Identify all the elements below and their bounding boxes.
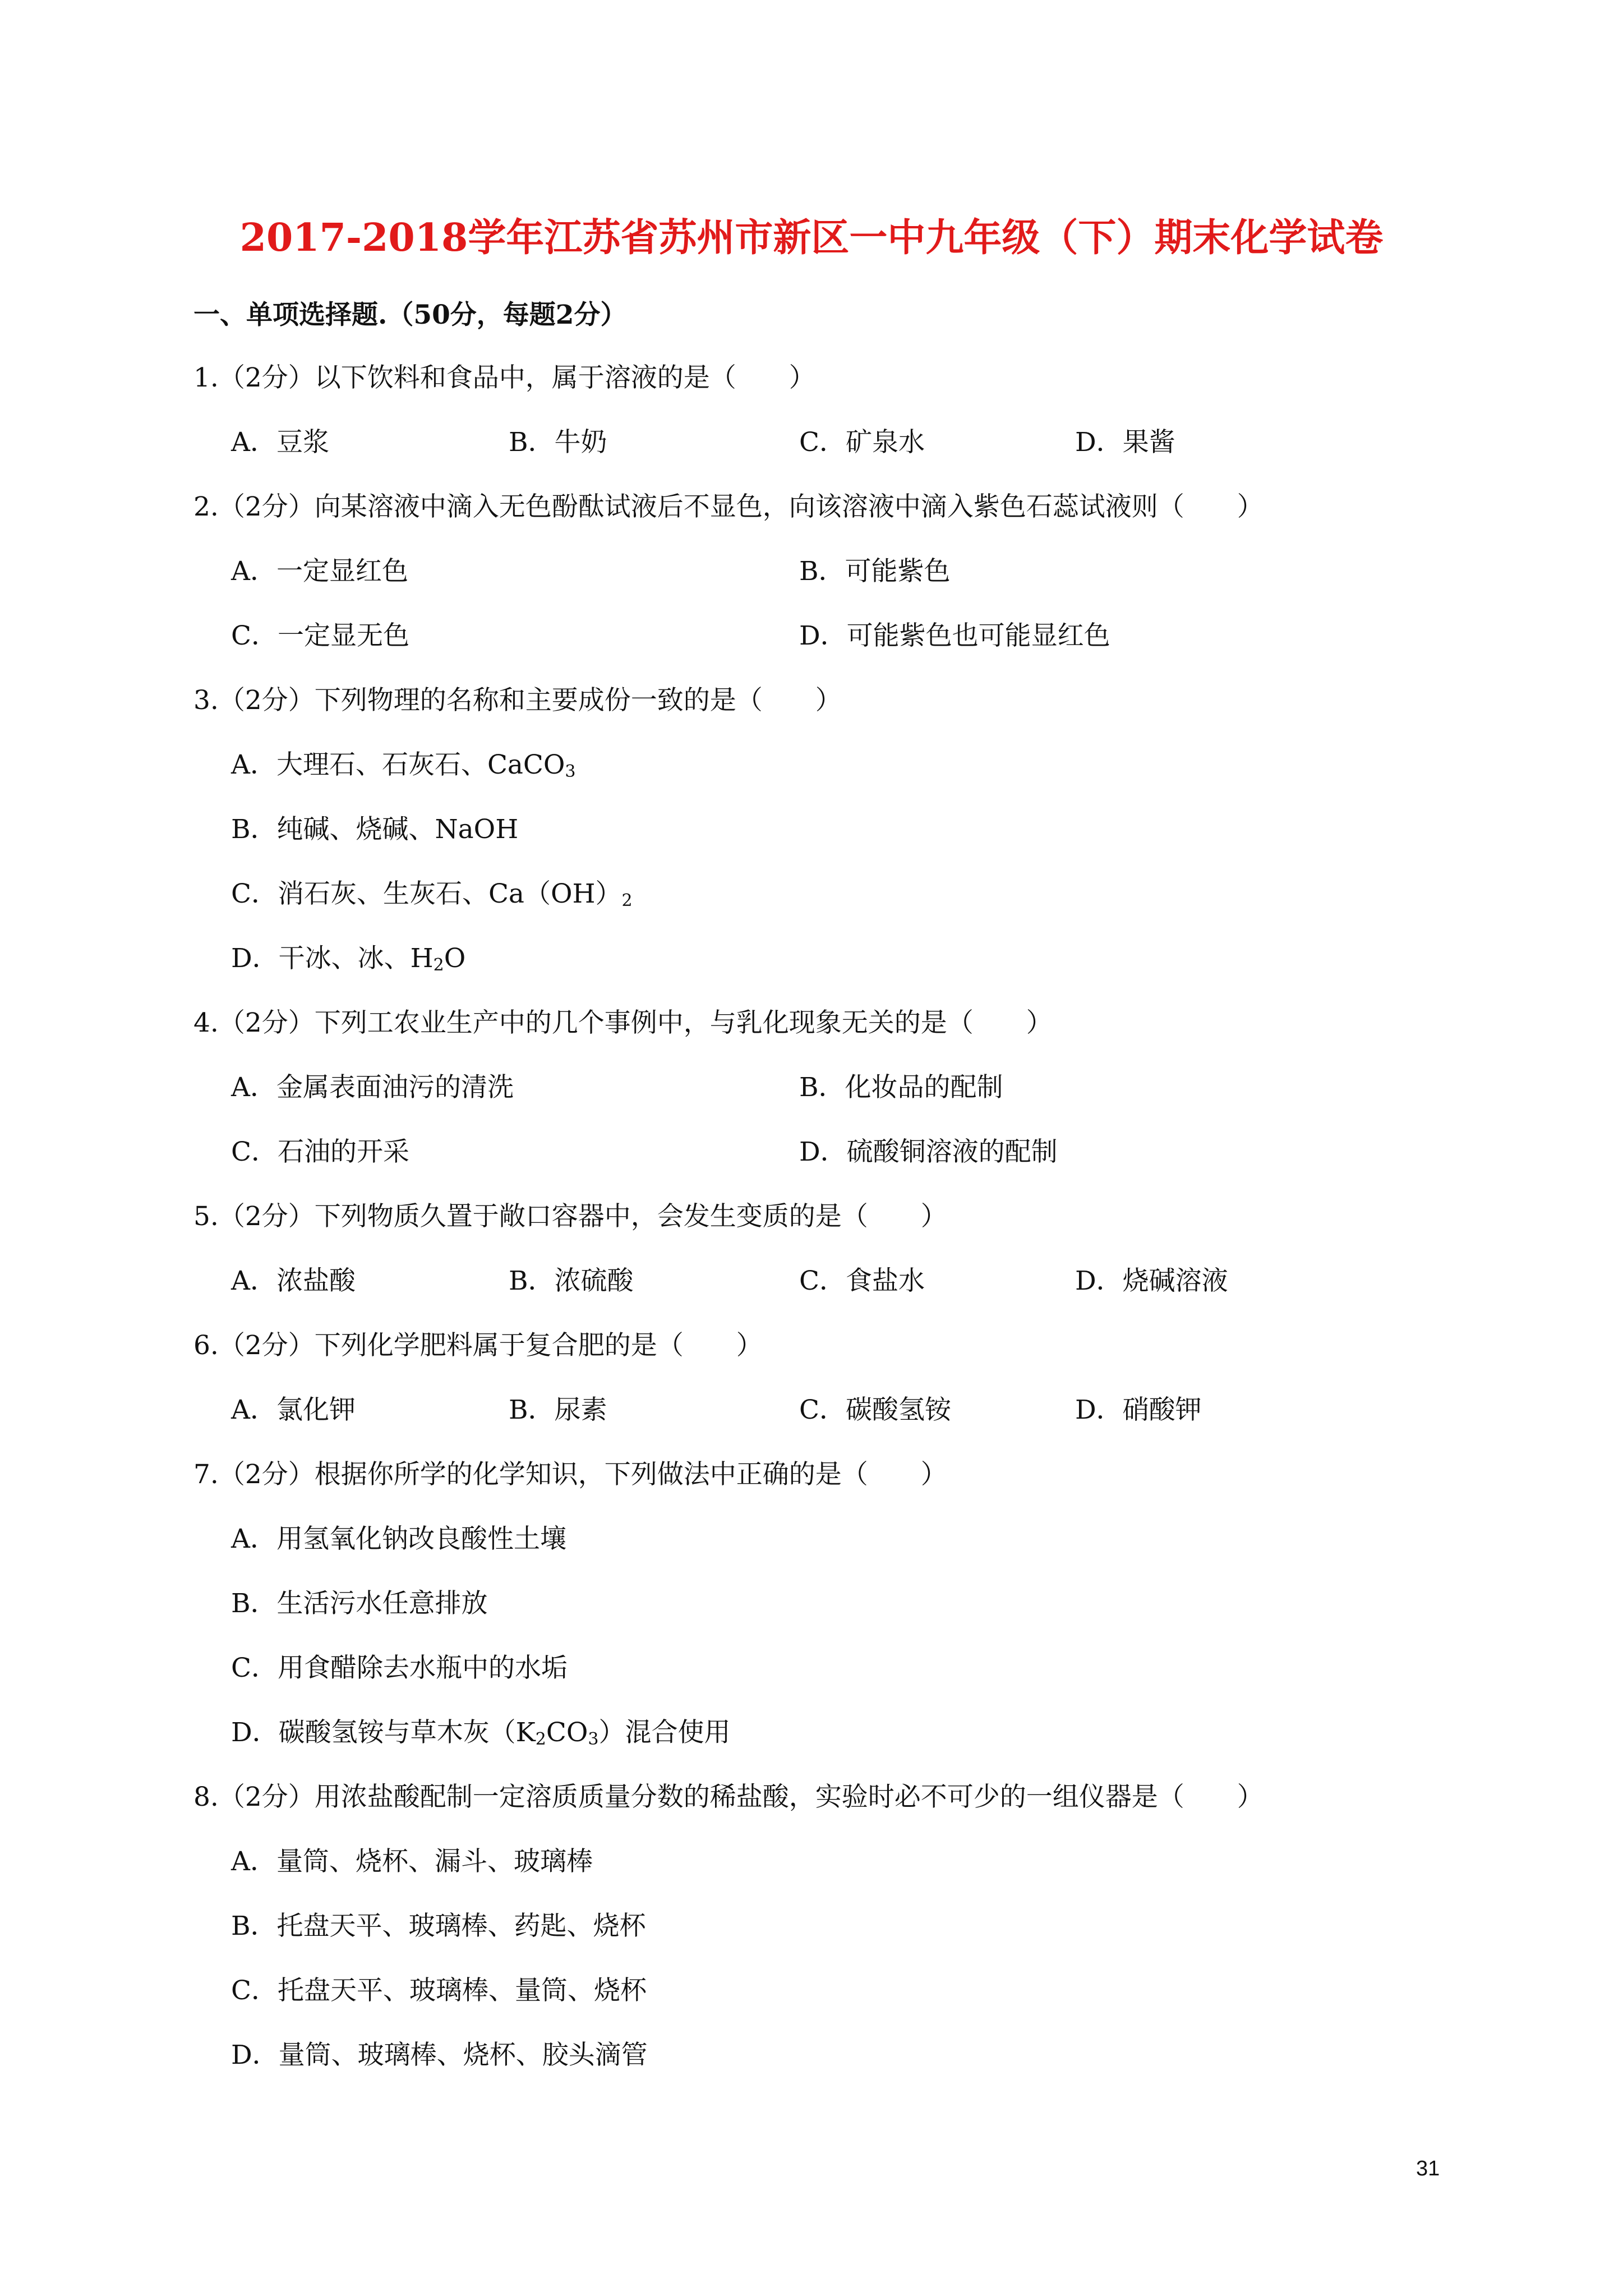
q3-option-a-text: A．大理石、石灰石、CaCO: [231, 749, 565, 780]
q1-option-a: A．豆浆: [231, 427, 329, 458]
q1-option-b: B．牛奶: [509, 427, 607, 458]
q5-option-a: A．浓盐酸: [231, 1266, 356, 1296]
q7-option-d-post: ）混合使用: [598, 1717, 731, 1748]
q6-option-d: D．硝酸钾: [1075, 1395, 1202, 1425]
q1-option-d: D．果酱: [1075, 427, 1175, 458]
q1-option-c: C．矿泉水: [799, 427, 925, 458]
q2-option-b: B．可能紫色: [799, 556, 951, 587]
q7-option-d: [231, 1717, 731, 1749]
q7-option-d-pre: D．碳酸氢铵与草木灰（K: [231, 1717, 536, 1748]
q7-option-b: B．生活污水任意排放: [231, 1588, 488, 1619]
question-6-stem: 6.（2分）下列化学肥料属于复合肥的是（ ）: [193, 1330, 763, 1361]
q3-option-d-tail: O: [444, 943, 466, 974]
q7-option-d-sub2: 3: [588, 1729, 599, 1749]
q4-option-b: B．化妆品的配制: [799, 1072, 1003, 1103]
q8-option-b: B．托盘天平、玻璃棒、药匙、烧杯: [231, 1911, 646, 1941]
q8-option-d: D．量筒、玻璃棒、烧杯、胶头滴管: [231, 2040, 648, 2070]
q2-option-d: D．可能紫色也可能显红色: [799, 620, 1110, 651]
q3-option-a: [231, 749, 576, 781]
q4-option-c: C．石油的开采: [231, 1137, 409, 1167]
question-2-stem: 2.（2分）向某溶液中滴入无色酚酞试液后不显色，向该溶液中滴入紫色石蕊试液则（ ）: [193, 491, 1264, 522]
q5-option-c: C．食盐水: [799, 1266, 925, 1296]
q3-option-c-subscript: 2: [621, 891, 633, 910]
q8-option-a: A．量筒、烧杯、漏斗、玻璃棒: [231, 1846, 593, 1877]
question-1-stem: 1.（2分）以下饮料和食品中，属于溶液的是（ ）: [193, 362, 815, 393]
question-8-stem: 8.（2分）用浓盐酸配制一定溶质质量分数的稀盐酸，实验时必不可少的一组仪器是（ ）: [193, 1782, 1264, 1812]
q7-option-d-sub1: 2: [535, 1729, 546, 1749]
q4-option-d: D．硫酸铜溶液的配制: [799, 1137, 1058, 1167]
question-7-stem: 7.（2分）根据你所学的化学知识，下列做法中正确的是（ ）: [193, 1459, 947, 1490]
q2-option-a: A．一定显红色: [231, 556, 408, 587]
section-heading: 一、单项选择题.（50分，每题2分）: [193, 300, 627, 330]
question-4-stem: 4.（2分）下列工农业生产中的几个事例中，与乳化现象无关的是（ ）: [193, 1007, 1053, 1038]
q3-option-c-text: C．消石灰、生灰石、Ca（OH）: [231, 878, 622, 909]
q3-option-d-text: D．干冰、冰、H: [231, 943, 434, 974]
q5-option-b: B．浓硫酸: [509, 1266, 634, 1296]
q7-option-c: C．用食醋除去水瓶中的水垢: [231, 1653, 568, 1683]
q7-option-d-mid: CO: [546, 1717, 588, 1748]
q2-option-c: C．一定显无色: [231, 620, 409, 651]
page-number: 31: [1416, 2157, 1440, 2180]
q3-option-d-subscript: 2: [433, 955, 444, 975]
exam-title: 2017-2018学年江苏省苏州市新区一中九年级（下）期末化学试卷: [239, 215, 1384, 260]
question-3-stem: 3.（2分）下列物理的名称和主要成份一致的是（ ）: [193, 685, 842, 716]
q7-option-a: A．用氢氧化钠改良酸性土壤: [231, 1524, 566, 1554]
q4-option-a: A．金属表面油污的清洗: [231, 1072, 514, 1103]
q3-option-a-subscript: 3: [565, 762, 576, 781]
q8-option-c: C．托盘天平、玻璃棒、量筒、烧杯: [231, 1975, 647, 2006]
q5-option-d: D．烧碱溶液: [1075, 1266, 1228, 1296]
q6-option-c: C．碳酸氢铵: [799, 1395, 951, 1425]
question-5-stem: 5.（2分）下列物质久置于敞口容器中，会发生变质的是（ ）: [193, 1201, 947, 1232]
q3-option-b: [231, 816, 518, 843]
q6-option-b: B．尿素: [509, 1395, 607, 1425]
q3-option-d: [231, 943, 466, 975]
q6-option-a: A．氯化钾: [231, 1395, 356, 1425]
q3-option-b-text: B．纯碱、烧碱、NaOH: [231, 814, 519, 845]
q3-option-c: [231, 878, 633, 910]
